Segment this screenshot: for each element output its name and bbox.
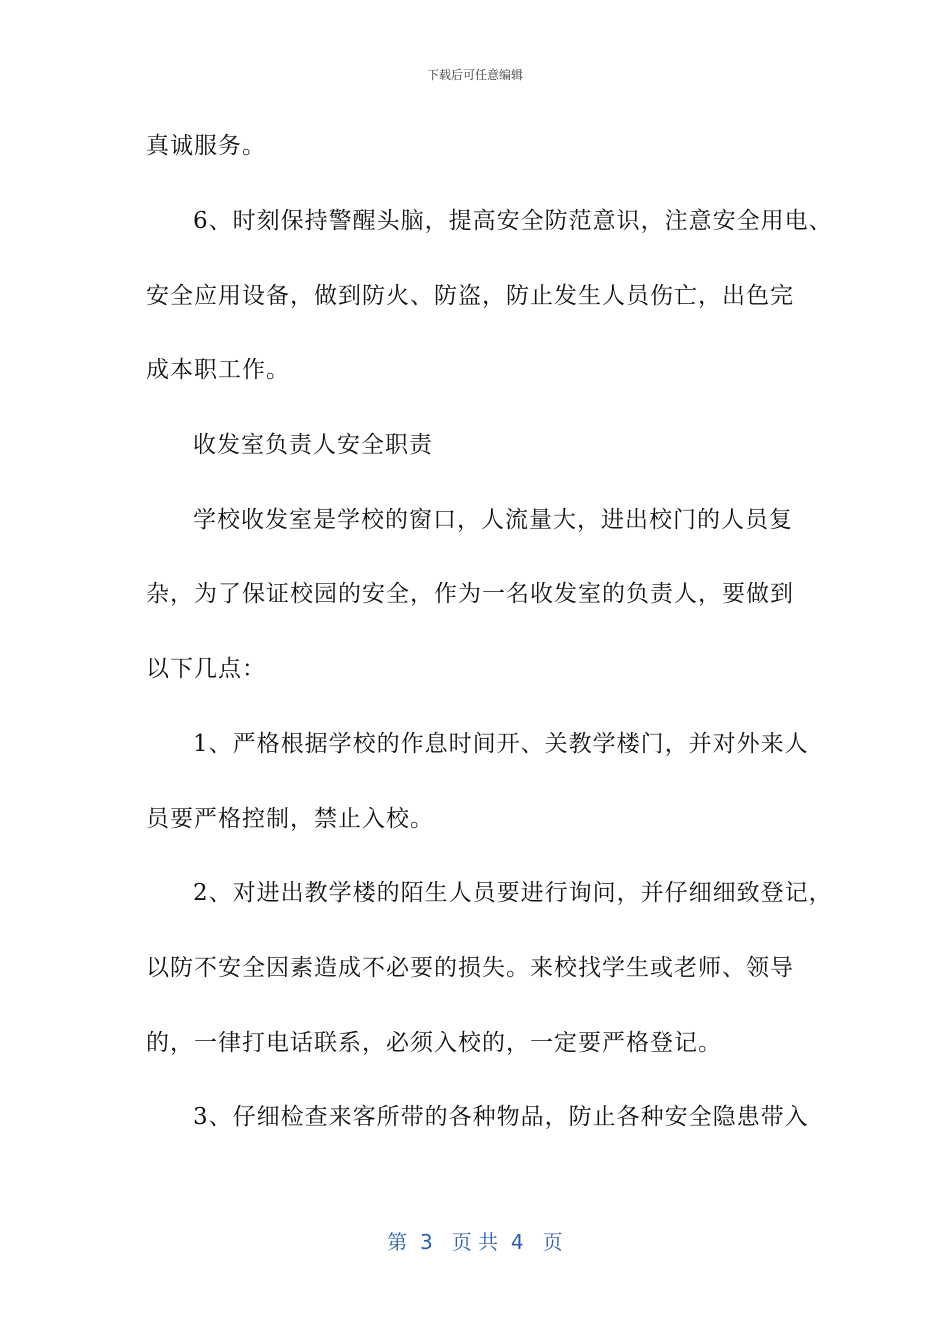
body-line: 以下几点： xyxy=(146,656,266,682)
body-line: 的，一律打电话联系，必须入校的，一定要严格登记。 xyxy=(146,1030,722,1056)
section-heading: 收发室负责人安全职责 xyxy=(193,432,433,458)
body-line: 真诚服务。 xyxy=(146,133,266,159)
body-line: 杂，为了保证校园的安全，作为一名收发室的负责人，要做到 xyxy=(146,581,794,607)
page-number-footer: 第 3 页 共 4 页 xyxy=(387,1230,563,1254)
body-line: 员要严格控制，禁止入校。 xyxy=(146,806,434,832)
body-line: 安全应用设备，做到防火、防盗，防止发生人员伤亡，出色完 xyxy=(146,283,794,309)
body-line: 成本职工作。 xyxy=(146,357,290,383)
body-line: 以防不安全因素造成不必要的损失。来校找学生或老师、领导 xyxy=(146,955,794,981)
body-line: 2、对进出教学楼的陌生人员要进行询问，并仔细细致登记， xyxy=(193,880,833,906)
body-line: 3、仔细检查来客所带的各种物品，防止各种安全隐患带入 xyxy=(193,1104,809,1130)
body-line: 1、严格根据学校的作息时间开、关教学楼门，并对外来人 xyxy=(193,731,809,757)
body-line: 学校收发室是学校的窗口，人流量大，进出校门的人员复 xyxy=(193,507,793,533)
body-line: 6、时刻保持警醒头脑，提高安全防范意识，注意安全用电、 xyxy=(193,208,833,234)
page-header: 下载后可任意编辑 xyxy=(426,68,523,82)
